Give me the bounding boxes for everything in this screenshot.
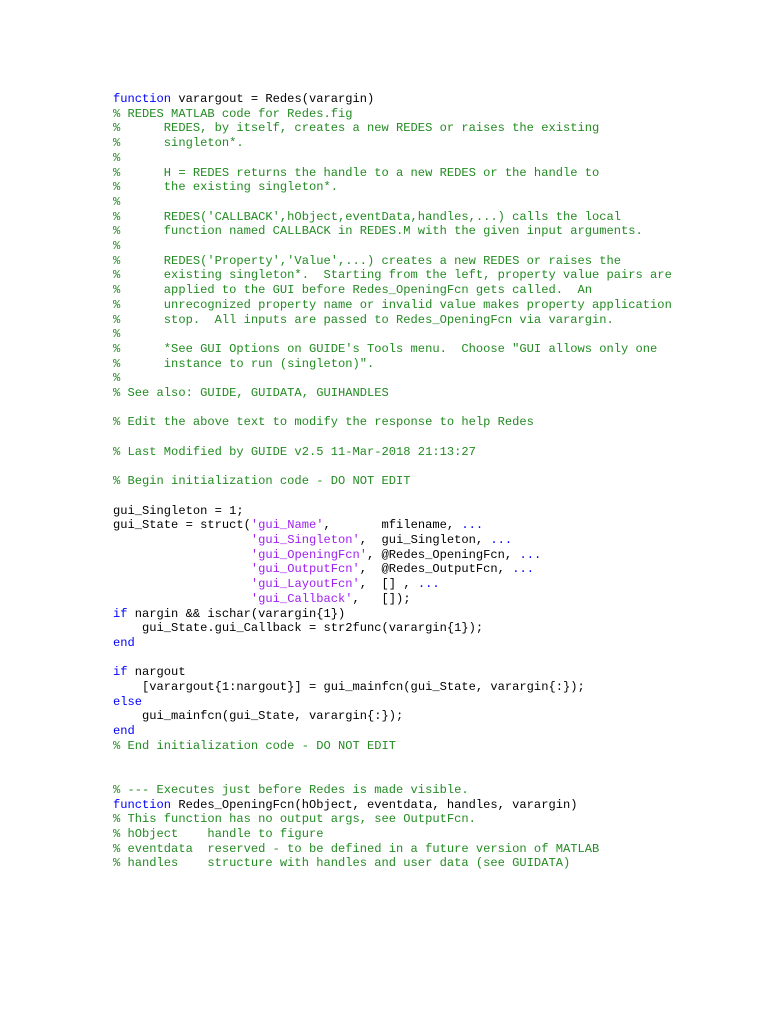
- code-line: [113, 180, 753, 195]
- code-line: [113, 636, 753, 651]
- code-line: [113, 474, 753, 489]
- code-line: [113, 268, 753, 283]
- code-line: [113, 327, 753, 342]
- code-token-string: 'gui_OutputFcn': [250, 562, 360, 577]
- code-token-comment: %: [113, 194, 121, 209]
- code-line: [113, 562, 753, 577]
- code-token-comment: % applied to the GUI before Redes_OpeningFcn gets called. An: [113, 283, 592, 298]
- code-line: [113, 239, 753, 254]
- code-line: [113, 592, 753, 607]
- code-token-string: 'gui_OpeningFcn': [250, 547, 368, 562]
- code-line: [113, 607, 753, 622]
- code-token-keyword: function: [113, 797, 172, 812]
- code-line: [113, 371, 753, 386]
- code-token-comment: % --- Executes just before Redes is made visible.: [113, 782, 469, 797]
- code-token-comment: % stop. All inputs are passed to Redes_OpeningFcn via varargin.: [113, 312, 614, 327]
- code-line: [113, 415, 753, 430]
- code-token-plain: gui_Singleton = 1;: [113, 503, 244, 518]
- code-token-plain: gui_State.gui_Callback = str2func(varargin{1});: [113, 621, 484, 636]
- code-token-plain: nargin && ischar(varargin{1}): [127, 606, 346, 621]
- code-token-plain: , mfilename,: [323, 518, 462, 533]
- code-line: [113, 342, 753, 357]
- code-token-plain: nargout: [127, 665, 186, 680]
- code-line: [113, 195, 753, 210]
- code-token-comment: % existing singleton*. Starting from the left, property value pairs are: [113, 268, 672, 283]
- blank-line: [113, 768, 753, 783]
- code-line: [113, 695, 753, 710]
- code-token-plain: [113, 533, 251, 547]
- code-token-plain: , []);: [352, 591, 411, 606]
- code-token-comment: %: [113, 239, 121, 254]
- code-token-comment: % singleton*.: [113, 136, 244, 151]
- code-line: [113, 577, 753, 592]
- code-line: [113, 107, 753, 122]
- code-token-plain: gui_mainfcn(gui_State, varargin{:});: [113, 709, 404, 724]
- code-token-comment: % See also: GUIDE, GUIDATA, GUIHANDLES: [113, 386, 389, 401]
- code-token-comment: % REDES('CALLBACK',hObject,eventData,handles,...) calls the local: [113, 209, 622, 224]
- code-token-comment: % This function has no output args, see OutputFcn.: [113, 812, 476, 827]
- code-token-comment: % Begin initialization code - DO NOT EDIT: [113, 474, 411, 489]
- code-token-comment: % Last Modified by GUIDE v2.5 11-Mar-2018 21:13:27: [113, 444, 476, 459]
- code-token-plain: [113, 548, 251, 562]
- code-token-string: 'gui_LayoutFcn': [250, 577, 360, 592]
- blank-line: [113, 430, 753, 445]
- code-token-comment: % function named CALLBACK in REDES.M with the given input arguments.: [113, 224, 643, 239]
- code-listing: [113, 92, 753, 871]
- code-line: [113, 166, 753, 181]
- code-line: [113, 680, 753, 695]
- code-token-plain: varargout = Redes(varargin): [171, 92, 375, 106]
- code-line: [113, 739, 753, 754]
- code-token-keyword: ...: [512, 562, 534, 577]
- blank-line: [113, 401, 753, 416]
- code-token-plain: gui_State = struct(: [113, 518, 251, 533]
- blank-line: [113, 754, 753, 769]
- code-token-plain: , gui_Singleton,: [359, 533, 491, 548]
- code-token-comment: % hObject handle to figure: [113, 827, 324, 842]
- code-line: [113, 151, 753, 166]
- code-line: [113, 357, 753, 372]
- code-token-comment: % handles structure with handles and user data (see GUIDATA): [113, 856, 571, 871]
- code-line: [113, 783, 753, 798]
- code-token-comment: % REDES MATLAB code for Redes.fig: [113, 106, 353, 121]
- code-token-plain: , [] ,: [359, 577, 418, 592]
- code-line: [113, 504, 753, 519]
- code-token-string: 'gui_Name': [250, 518, 324, 533]
- code-token-comment: %: [113, 327, 121, 342]
- code-token-comment: % End initialization code - DO NOT EDIT: [113, 738, 397, 753]
- code-line: [113, 842, 753, 857]
- code-token-comment: % REDES('Property','Value',...) creates a new REDES or raises the: [113, 253, 622, 268]
- code-line: [113, 827, 753, 842]
- code-line: [113, 92, 753, 107]
- code-line: [113, 313, 753, 328]
- code-token-plain: [varargout{1:nargout}] = gui_mainfcn(gui_State, varargin{:});: [113, 680, 585, 695]
- code-line: [113, 724, 753, 739]
- code-token-plain: [113, 592, 251, 606]
- code-token-comment: % instance to run (singleton)".: [113, 356, 375, 371]
- code-line: [113, 798, 753, 813]
- code-token-string: 'gui_Callback': [250, 591, 353, 606]
- code-token-keyword: ...: [490, 533, 513, 548]
- code-token-plain: [113, 577, 251, 591]
- code-line: [113, 812, 753, 827]
- code-line: [113, 121, 753, 136]
- code-token-string: 'gui_Singleton': [250, 533, 360, 548]
- code-token-comment: % H = REDES returns the handle to a new REDES or the handle to: [113, 165, 600, 180]
- code-token-plain: Redes_OpeningFcn(hObject, eventdata, handles, varargin): [171, 797, 578, 812]
- code-line: [113, 386, 753, 401]
- code-token-comment: %: [113, 150, 121, 165]
- code-token-keyword: function: [113, 92, 172, 106]
- code-token-keyword: else: [113, 694, 143, 709]
- code-token-keyword: ...: [461, 518, 484, 533]
- blank-line: [113, 460, 753, 475]
- code-line: [113, 518, 753, 533]
- code-token-comment: % REDES, by itself, creates a new REDES or raises the existing: [113, 121, 600, 136]
- code-token-plain: [113, 562, 251, 576]
- code-line: [113, 298, 753, 313]
- code-token-comment: %: [113, 371, 121, 386]
- code-token-comment: % the existing singleton*.: [113, 180, 338, 195]
- code-line: [113, 856, 753, 871]
- code-token-comment: % Edit the above text to modify the response to help Redes: [113, 415, 534, 430]
- code-line: [113, 224, 753, 239]
- code-line: [113, 283, 753, 298]
- code-line: [113, 445, 753, 460]
- code-token-keyword: end: [113, 724, 135, 739]
- blank-line: [113, 651, 753, 666]
- code-line: [113, 709, 753, 724]
- code-token-plain: , @Redes_OpeningFcn,: [367, 547, 520, 562]
- code-line: [113, 548, 753, 563]
- code-line: [113, 665, 753, 680]
- code-token-keyword: if: [113, 606, 128, 621]
- blank-line: [113, 489, 753, 504]
- code-line: [113, 533, 753, 548]
- code-token-comment: % unrecognized property name or invalid value makes property application: [113, 297, 672, 312]
- code-line: [113, 210, 753, 225]
- code-token-keyword: if: [113, 665, 128, 680]
- code-token-comment: % eventdata reserved - to be defined in a future version of MATLAB: [113, 841, 600, 856]
- code-line: [113, 136, 753, 151]
- code-token-keyword: ...: [417, 577, 440, 592]
- code-line: [113, 621, 753, 636]
- code-token-plain: , @Redes_OutputFcn,: [359, 562, 513, 577]
- code-token-keyword: end: [113, 635, 135, 650]
- code-token-keyword: ...: [519, 547, 542, 562]
- code-token-comment: % *See GUI Options on GUIDE's Tools menu. Choose "GUI allows only one: [113, 341, 658, 356]
- code-line: [113, 254, 753, 269]
